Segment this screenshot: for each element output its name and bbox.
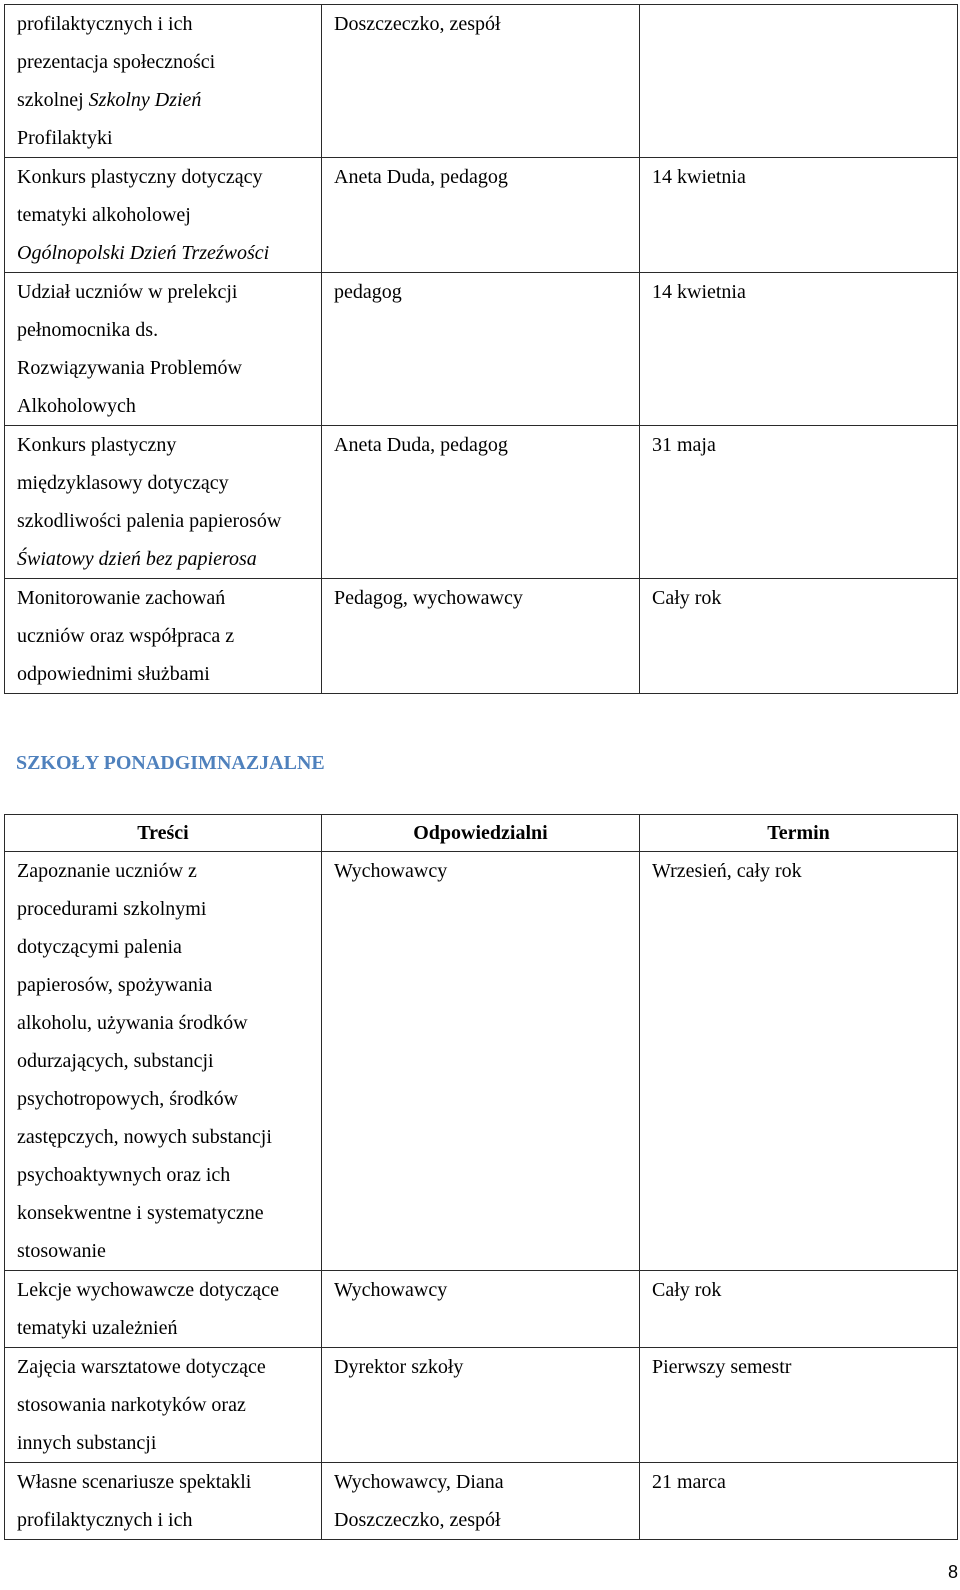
cell-termin [640, 426, 958, 579]
cell-odpowiedzialni [322, 1271, 640, 1348]
cell-text-line: Rozwiązywania Problemów [17, 357, 242, 379]
header-termin: Termin [640, 815, 958, 852]
cell-text-line: Monitorowanie zachowań [17, 587, 226, 609]
cell-termin [640, 158, 958, 273]
table-row [5, 1271, 958, 1348]
header-tresci: Treści [5, 815, 322, 852]
cell-text-line: konsekwentne i systematyczne [17, 1202, 264, 1224]
schedule-table-continued [4, 4, 958, 694]
cell-text-line: papierosów, spożywania [17, 974, 213, 996]
table-row [5, 852, 958, 1271]
cell-tresci [5, 5, 322, 158]
cell-text-line: 14 kwietnia [652, 281, 746, 303]
cell-odpowiedzialni [322, 852, 640, 1271]
cell-text-line: Cały rok [652, 1279, 722, 1301]
cell-text-line: Profilaktyki [17, 127, 113, 149]
schedule-table-ponadgimnazjalne [4, 814, 958, 1540]
cell-termin [640, 579, 958, 694]
cell-text-span: szkolnej [17, 89, 89, 111]
cell-text-line: Konkurs plastyczny dotyczący [17, 166, 263, 188]
cell-tresci [5, 1348, 322, 1463]
cell-italic-span: Szkolny Dzień [88, 89, 202, 111]
cell-termin [640, 1348, 958, 1463]
table-row [5, 5, 958, 158]
cell-text-line: Własne scenariusze spektakli [17, 1471, 252, 1493]
table-row [5, 158, 958, 273]
section-heading: SZKOŁY PONADGIMNAZJALNE [16, 752, 325, 774]
cell-text-line: psychotropowych, środków [17, 1088, 239, 1110]
cell-text-line: międzyklasowy dotyczący [17, 472, 229, 494]
cell-text-line: Wrzesień, cały rok [652, 860, 802, 882]
cell-text-line: Zapoznanie uczniów z [17, 860, 197, 882]
cell-tresci [5, 579, 322, 694]
cell-tresci [5, 426, 322, 579]
cell-odpowiedzialni [322, 426, 640, 579]
cell-text-line: Wychowawcy [334, 860, 448, 882]
cell-text-line: Pierwszy semestr [652, 1356, 792, 1378]
cell-odpowiedzialni [322, 158, 640, 273]
cell-text-line: Lekcje wychowawcze dotyczące [17, 1279, 280, 1301]
cell-text-line: 31 maja [652, 434, 716, 456]
cell-tresci [5, 273, 322, 426]
cell-text-line: zastępczych, nowych substancji [17, 1126, 272, 1148]
cell-text-line: Cały rok [652, 587, 722, 609]
table-row [5, 1463, 958, 1540]
cell-text-line: psychoaktywnych oraz ich [17, 1164, 231, 1186]
cell-text-line: profilaktycznych i ich [17, 1509, 193, 1531]
cell-text-line: tematyki alkoholowej [17, 204, 191, 226]
cell-odpowiedzialni [322, 273, 640, 426]
cell-text-line: 21 marca [652, 1471, 726, 1493]
cell-tresci [5, 1271, 322, 1348]
header-row [5, 815, 958, 852]
cell-text-line: Wychowawcy, Diana [334, 1471, 504, 1493]
cell-text-line [17, 81, 309, 119]
cell-text-line: Dyrektor szkoły [334, 1356, 464, 1378]
cell-text-line: Konkurs plastyczny [17, 434, 177, 456]
table-row [5, 579, 958, 694]
cell-text-line: Wychowawcy [334, 1279, 448, 1301]
cell-termin [640, 273, 958, 426]
table-bottom-body [5, 852, 958, 1540]
table-header [5, 815, 958, 852]
cell-text-line: stosowania narkotyków oraz [17, 1394, 246, 1416]
cell-tresci [5, 852, 322, 1271]
cell-text-line: pedagog [334, 281, 402, 303]
cell-odpowiedzialni [322, 579, 640, 694]
cell-termin [640, 5, 958, 158]
cell-text-line: innych substancji [17, 1432, 157, 1454]
cell-italic-line: Ogólnopolski Dzień Trzeźwości [17, 242, 270, 264]
table-top-body [5, 5, 958, 694]
cell-text-line: odurzających, substancji [17, 1050, 214, 1072]
cell-tresci [5, 158, 322, 273]
cell-termin [640, 1463, 958, 1540]
cell-odpowiedzialni [322, 5, 640, 158]
table-row [5, 273, 958, 426]
cell-odpowiedzialni [322, 1463, 640, 1540]
cell-odpowiedzialni [322, 1348, 640, 1463]
cell-italic-line: Światowy dzień bez papierosa [17, 548, 257, 570]
cell-text-line: Aneta Duda, pedagog [334, 166, 508, 188]
cell-text-line: dotyczącymi palenia [17, 936, 182, 958]
cell-text-line: pełnomocnika ds. [17, 319, 159, 341]
cell-text-line: uczniów oraz współpraca z [17, 625, 235, 647]
cell-text-line: Aneta Duda, pedagog [334, 434, 508, 456]
cell-text-line: prezentacja społeczności [17, 51, 216, 73]
page-number: 8 [947, 1562, 958, 1582]
cell-text-line: odpowiednimi służbami [17, 663, 210, 685]
cell-text-line: profilaktycznych i ich [17, 13, 193, 35]
cell-text-line: Alkoholowych [17, 395, 136, 417]
cell-text-line: Doszczeczko, zespół [334, 1509, 501, 1531]
cell-text-line: Doszczeczko, zespół [334, 13, 501, 35]
cell-text-line: 14 kwietnia [652, 166, 746, 188]
cell-text-line: alkoholu, używania środków [17, 1012, 248, 1034]
cell-termin [640, 852, 958, 1271]
cell-text-line: Udział uczniów w prelekcji [17, 281, 238, 303]
cell-text-line: stosowanie [17, 1240, 106, 1262]
cell-text-line: procedurami szkolnymi [17, 898, 207, 920]
cell-text-line: Pedagog, wychowawcy [334, 587, 523, 609]
cell-text-line: tematyki uzależnień [17, 1317, 178, 1339]
table-row [5, 1348, 958, 1463]
header-odpowiedzialni: Odpowiedzialni [322, 815, 640, 852]
cell-text-line: Zajęcia warsztatowe dotyczące [17, 1356, 266, 1378]
cell-tresci [5, 1463, 322, 1540]
cell-text-line: szkodliwości palenia papierosów [17, 510, 282, 532]
table-row [5, 426, 958, 579]
cell-termin [640, 1271, 958, 1348]
